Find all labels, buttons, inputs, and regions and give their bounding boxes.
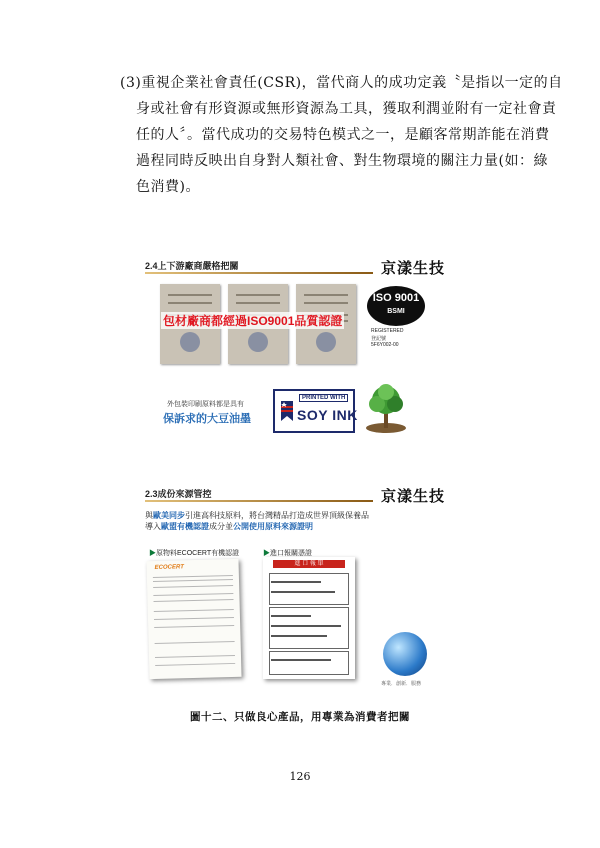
desc-text: 與: [145, 511, 153, 520]
ecocert-tag: [149, 548, 239, 558]
iso-logo-title: ISO 9001: [372, 292, 420, 304]
iso-logo-number-label: 登記號: [371, 336, 387, 342]
customs-declaration-document: [263, 557, 355, 679]
slide-ingredient-control: [145, 480, 445, 695]
ecocert-document-header: ECOCERT: [154, 564, 184, 572]
paragraph-line: 過程同時反映出自身對人類社會、對生物環境的關注力量(如：綠: [136, 153, 548, 169]
soy-logo-top-text: PRINTED WITH: [299, 394, 348, 402]
desc-text: 引進高科技原料，將台灣精品打造成世界頂級保養品: [185, 511, 369, 520]
soy-ink-logo: [273, 389, 358, 433]
desc-text: 導入: [145, 522, 161, 531]
globe-caption: 專業．創新．服務: [381, 681, 422, 687]
slide-header: [145, 480, 445, 506]
paragraph-line: 身或社會有形資源或無形資源為工具，獲取利潤並附有一定社會責: [136, 101, 557, 117]
slide-description-line: [145, 521, 313, 532]
slide-description-line: [145, 510, 369, 521]
certification-overlay-text: 包材廠商都經過ISO9001品質認證: [163, 314, 343, 328]
iso-logo-code: 5F6Y002-00: [371, 342, 399, 348]
globe-icon: [383, 632, 427, 676]
desc-text: 成分並: [209, 522, 233, 531]
body-paragraph: [120, 70, 563, 200]
paragraph-line: 色消費)。: [136, 179, 200, 195]
tag-label: 原物料ECOCERT有機認證: [156, 550, 240, 557]
iso-9001-logo: [367, 286, 427, 350]
tag-label: 進口報關憑證: [270, 550, 312, 557]
brand-logo: 京漾生技: [380, 488, 445, 505]
iso-logo-registered: REGISTERED: [371, 328, 404, 334]
slide-supplier-control: [145, 252, 445, 442]
bullet-icon: ▶: [149, 550, 156, 557]
page-number: 126: [289, 770, 311, 783]
desc-highlight: 歐盟有機認證: [161, 522, 209, 531]
ecocert-document: [146, 559, 241, 679]
iso-logo-subtitle: BSMI: [387, 308, 405, 315]
soy-logo-main-text: SOY INK: [297, 407, 358, 423]
title-rule: [145, 272, 373, 274]
slide-header: [145, 252, 445, 278]
desc-highlight: 公開使用原料來源證明: [233, 522, 313, 531]
soy-ink-caption: 外包裝印刷原料都是具有: [167, 401, 244, 408]
slide-title: 2.3成份來源管控: [145, 489, 212, 499]
soy-ink-headline: 保訴求的大豆油墨: [163, 413, 251, 425]
paragraph-line: 任的人〞。當代成功的交易特色模式之一，是顧客常期詐能在消費: [136, 127, 550, 143]
title-rule: [145, 500, 373, 502]
bullet-icon: ▶: [263, 550, 270, 557]
customs-document-title: 進 口 報 單: [294, 561, 324, 567]
customs-document-header: [273, 560, 345, 568]
brand-logo: 京漾生技: [380, 260, 445, 277]
paragraph-line: (3)重視企業社會責任(CSR)，當代商人的成功定義〝是指以一定的自: [120, 75, 563, 91]
tree-icon: [363, 382, 409, 434]
desc-highlight: 歐美同步: [153, 511, 185, 520]
flag-icon: [279, 399, 295, 423]
figure-caption: 圖十二、只做良心產品，用專業為消費者把關: [190, 711, 410, 723]
slide-title: 2.4上下游廠商嚴格把關: [145, 261, 239, 271]
